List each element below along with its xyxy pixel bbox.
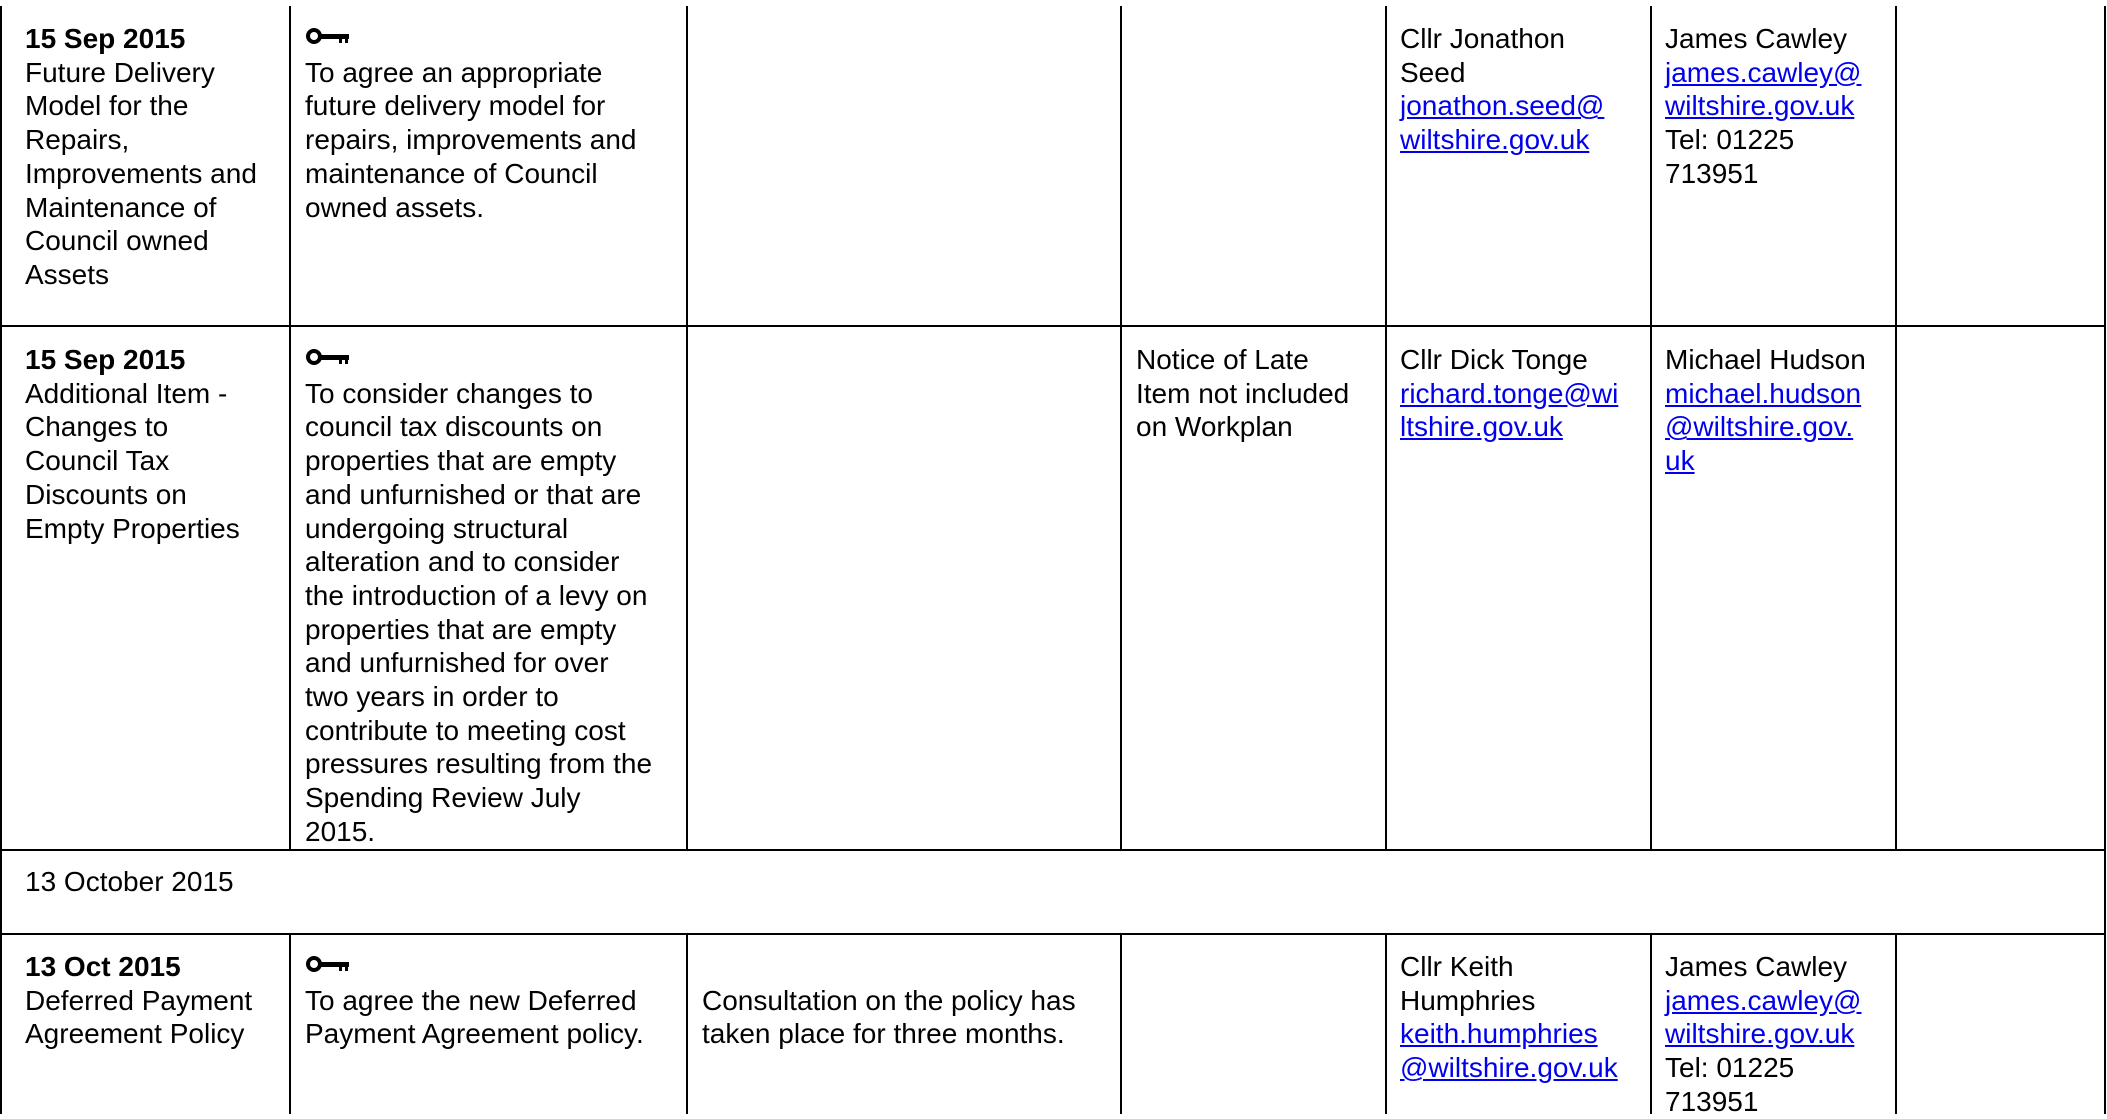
notice-line: on Workplan: [1136, 411, 1293, 443]
column-divider: [289, 6, 291, 850]
column-divider: [289, 934, 291, 1114]
item-title-line: Repairs,: [25, 124, 130, 156]
column-divider: [686, 934, 688, 1114]
item-title-line: Future Delivery: [25, 56, 215, 88]
purpose-line: maintenance of Council: [305, 157, 598, 189]
purpose-line: pressures resulting from the: [305, 748, 653, 780]
column-divider: [1385, 6, 1387, 850]
purpose-line: owned assets.: [305, 191, 484, 223]
item-title-line: Additional Item -: [25, 377, 228, 409]
cabinet-member-email-link[interactable]: wiltshire.gov.uk: [1400, 124, 1590, 156]
officer-email-link[interactable]: @wiltshire.gov.: [1665, 411, 1854, 443]
section-heading: 13 October 2015: [25, 866, 234, 897]
officer-cell: [1665, 22, 1890, 191]
officer-email-link[interactable]: uk: [1665, 445, 1695, 477]
purpose-cell: [305, 343, 680, 849]
purpose-line: the introduction of a levy on: [305, 579, 648, 611]
officer-phone: 713951: [1665, 1085, 1759, 1117]
decision-date: 15 Sep 2015: [25, 344, 186, 375]
item-title-cell: [25, 343, 285, 545]
purpose-cell: [305, 22, 680, 224]
purpose-line: properties that are empty: [305, 613, 617, 645]
cabinet-member-cell: [1400, 950, 1645, 1085]
officer-name: James Cawley: [1665, 23, 1848, 54]
officer-email-link[interactable]: james.cawley@: [1665, 984, 1862, 1016]
purpose-line: To agree an appropriate: [305, 56, 603, 88]
table-border-right: [2104, 6, 2106, 1114]
purpose-line: To agree the new Deferred: [305, 984, 637, 1016]
cabinet-member-name: Seed: [1400, 56, 1466, 88]
officer-phone: Tel: 01225: [1665, 124, 1795, 156]
officer-phone: 713951: [1665, 157, 1759, 189]
cabinet-member-email-link[interactable]: richard.tonge@wi: [1400, 377, 1619, 409]
column-divider: [1650, 6, 1652, 850]
notice-line: Item not included: [1136, 377, 1350, 409]
column-divider: [1120, 934, 1122, 1114]
column-divider: [1895, 934, 1897, 1114]
purpose-cell: [305, 950, 680, 1051]
decision-date: 13 Oct 2015: [25, 951, 181, 982]
officer-email-link[interactable]: wiltshire.gov.uk: [1665, 90, 1855, 122]
purpose-line: properties that are empty: [305, 445, 617, 477]
purpose-line: 2015.: [305, 815, 376, 847]
cabinet-member-email-link[interactable]: keith.humphries: [1400, 1018, 1598, 1050]
item-title-line: Improvements and: [25, 157, 257, 189]
purpose-line: Spending Review July: [305, 782, 581, 814]
officer-email-link[interactable]: james.cawley@: [1665, 56, 1862, 88]
item-title-line: Council owned: [25, 225, 209, 257]
key-icon: [305, 22, 680, 56]
item-title-cell: [25, 950, 285, 1051]
purpose-line: two years in order to: [305, 681, 559, 713]
consultation-cell: [702, 950, 1112, 1051]
officer-email-link[interactable]: michael.hudson: [1665, 377, 1862, 409]
purpose-line: contribute to meeting cost: [305, 714, 626, 746]
cabinet-member-name: Humphries: [1400, 984, 1536, 1016]
officer-name: Michael Hudson: [1665, 344, 1866, 375]
notice-line: Notice of Late: [1136, 344, 1309, 375]
purpose-line: and unfurnished or that are: [305, 478, 642, 510]
item-title-line: Deferred Payment: [25, 984, 253, 1016]
officer-cell: [1665, 950, 1890, 1119]
item-title-line: Assets: [25, 258, 110, 290]
cabinet-member-name: Cllr Dick Tonge: [1400, 344, 1588, 375]
purpose-line: alteration and to consider: [305, 546, 620, 578]
item-title-cell: [25, 22, 285, 292]
row-divider: [0, 325, 2106, 327]
key-icon: [305, 343, 680, 377]
cabinet-member-email-link[interactable]: @wiltshire.gov.uk: [1400, 1052, 1618, 1084]
decision-date: 15 Sep 2015: [25, 23, 186, 54]
purpose-line: To consider changes to: [305, 377, 593, 409]
officer-cell: [1665, 343, 1890, 478]
cabinet-member-name: Cllr Jonathon: [1400, 23, 1565, 54]
officer-name: James Cawley: [1665, 951, 1848, 982]
purpose-line: repairs, improvements and: [305, 124, 637, 156]
column-divider: [1120, 6, 1122, 850]
table-border-left: [0, 6, 2, 1114]
consultation-line: taken place for three months.: [702, 1018, 1065, 1050]
item-title-line: Maintenance of: [25, 191, 217, 223]
column-divider: [686, 6, 688, 850]
notice-cell: [1136, 343, 1381, 444]
purpose-line: and unfurnished for over: [305, 647, 609, 679]
cabinet-member-cell: [1400, 22, 1645, 157]
purpose-line: Payment Agreement policy.: [305, 1018, 644, 1050]
officer-email-link[interactable]: wiltshire.gov.uk: [1665, 1018, 1855, 1050]
purpose-line: undergoing structural: [305, 512, 569, 544]
item-title-line: Agreement Policy: [25, 1018, 245, 1050]
item-title-line: Discounts on: [25, 478, 187, 510]
column-divider: [1650, 934, 1652, 1114]
consultation-line: Consultation on the policy has: [702, 984, 1076, 1016]
purpose-line: future delivery model for: [305, 90, 606, 122]
cabinet-member-name: Cllr Keith: [1400, 951, 1514, 982]
cabinet-member-email-link[interactable]: jonathon.seed@: [1400, 90, 1605, 122]
item-title-line: Model for the: [25, 90, 189, 122]
key-icon: [305, 950, 680, 984]
item-title-line: Changes to: [25, 411, 169, 443]
cabinet-member-email-link[interactable]: ltshire.gov.uk: [1400, 411, 1563, 443]
item-title-line: Council Tax: [25, 445, 170, 477]
row-divider: [0, 849, 2106, 851]
officer-phone: Tel: 01225: [1665, 1052, 1795, 1084]
column-divider: [1385, 934, 1387, 1114]
cabinet-member-cell: [1400, 343, 1645, 444]
item-title-line: Empty Properties: [25, 512, 240, 544]
purpose-line: council tax discounts on: [305, 411, 603, 443]
column-divider: [1895, 6, 1897, 850]
row-divider: [0, 933, 2106, 935]
